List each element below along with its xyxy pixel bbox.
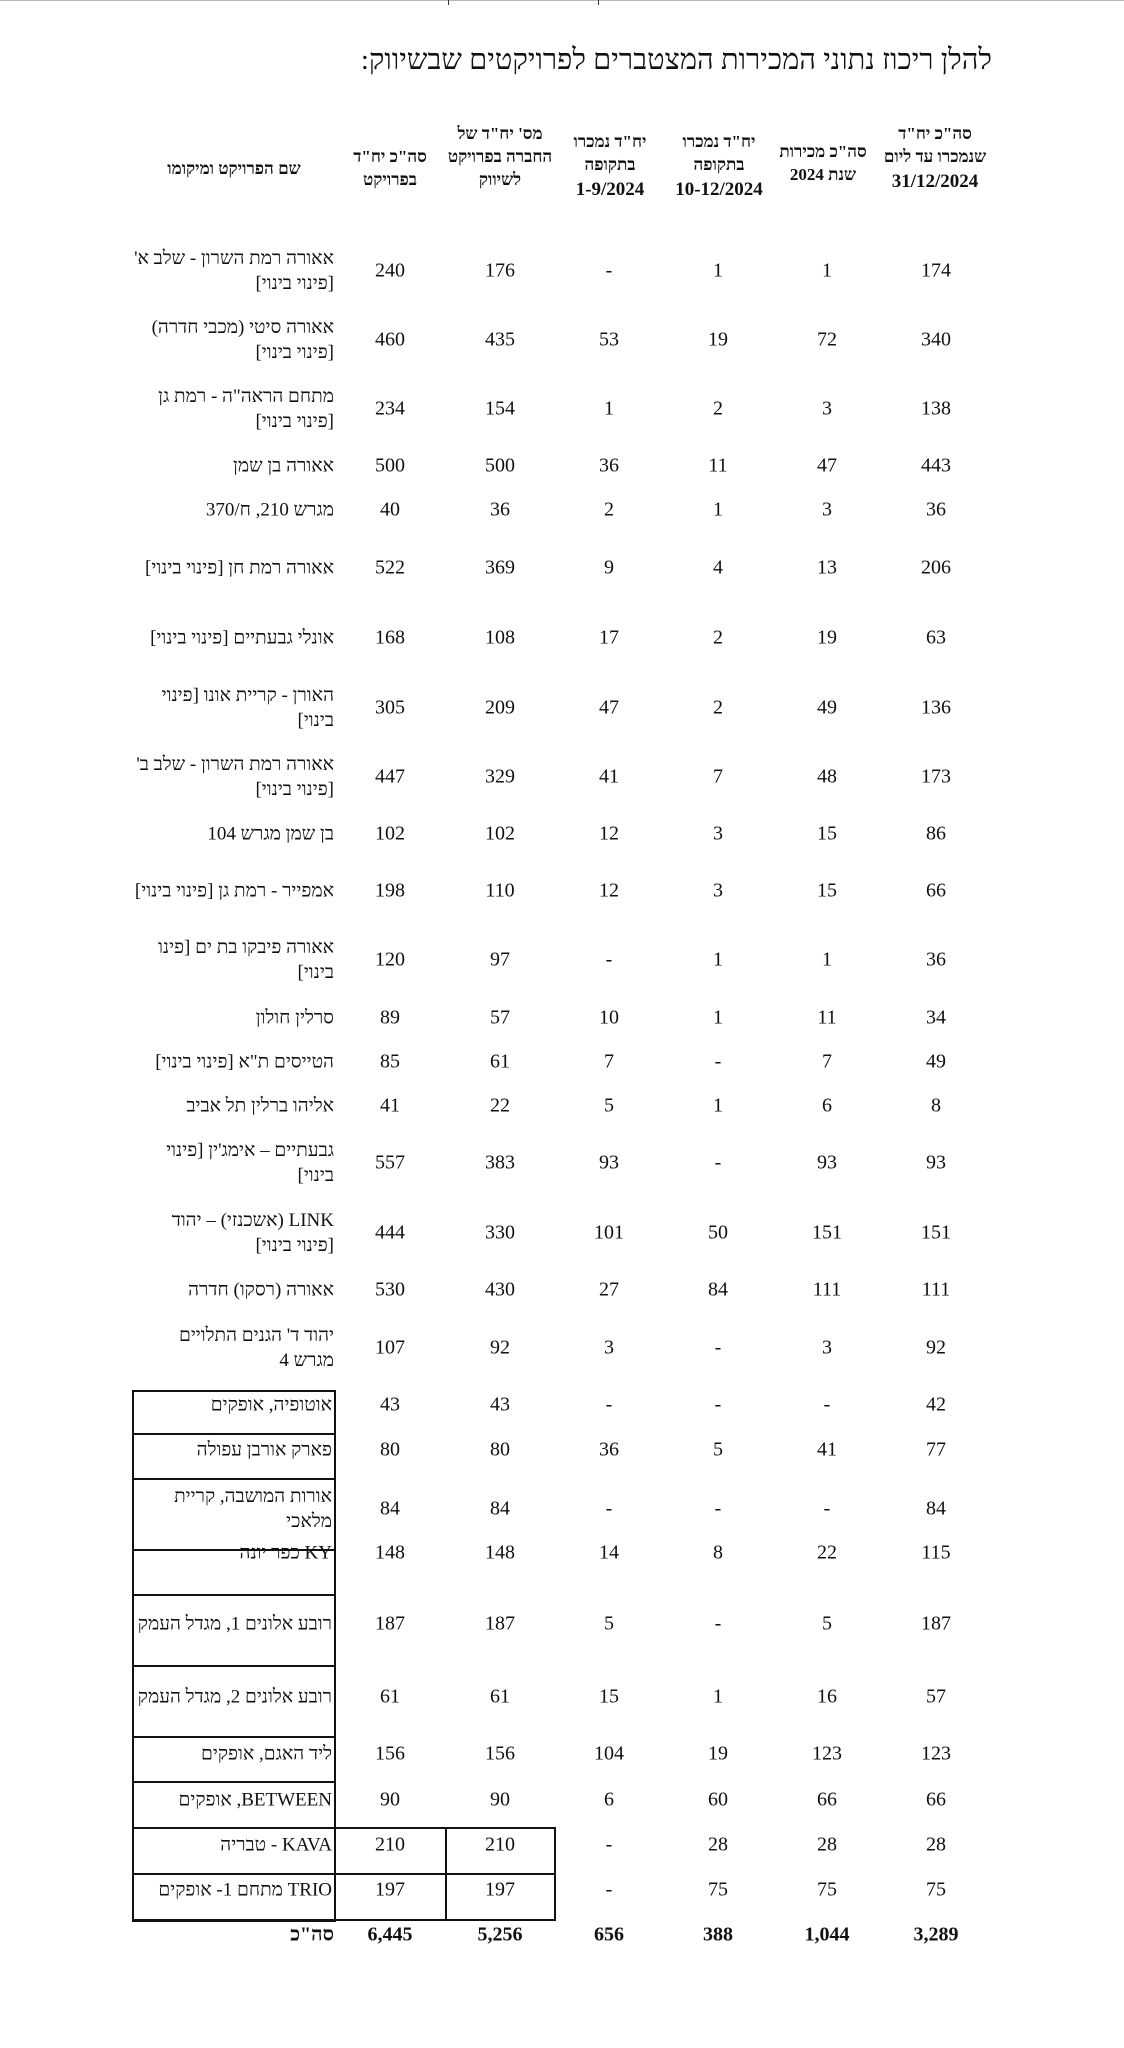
- sold-cumulative-cell: 57: [926, 1685, 946, 1708]
- header-sold-10-12-label: יח"ד נמכרו בתקופה: [682, 132, 756, 174]
- sold-cumulative-cell: 34: [926, 1006, 946, 1029]
- project-name: סרלין חולון: [255, 1007, 334, 1029]
- total-units-cell: 80: [380, 1438, 400, 1461]
- sold-2024-cell: 111: [812, 1278, 842, 1301]
- project-name: LINK (אשכנזי) – יהוד [פינוי בינוי]: [171, 1210, 334, 1256]
- sold-10-12-cell: 60: [708, 1788, 728, 1811]
- sold-cumulative-cell: 123: [921, 1742, 951, 1765]
- sold-2024-cell: 7: [822, 1050, 832, 1073]
- sold-1-9-cell: 3: [604, 1336, 614, 1359]
- sold-1-9-cell: 5: [604, 1612, 614, 1635]
- sold-cumulative-cell: 173: [921, 765, 951, 788]
- sold-2024-cell: 3: [822, 397, 832, 420]
- total-units-cell: 240: [375, 259, 405, 282]
- total-units-cell: 305: [375, 696, 405, 719]
- sold-2024-cell: 93: [817, 1151, 837, 1174]
- sold-10-12-cell: 28: [708, 1833, 728, 1856]
- project-name: אאורה סיטי (מכבי חדרה) [פינוי בינוי]: [151, 317, 334, 363]
- sold-2024-cell: -: [823, 1393, 831, 1416]
- sold-2024-cell: 3: [822, 1336, 832, 1359]
- company-units-cell: 210: [485, 1833, 515, 1856]
- sold-2024-cell: 47: [817, 454, 837, 477]
- sold-cumulative-cell: 86: [926, 822, 946, 845]
- header-sold-10-12-date: 10-12/2024: [675, 179, 763, 200]
- header-sold-2024: סה"כ מכירות שנת 2024: [779, 142, 867, 184]
- project-name: מגרש 210, ח/370: [205, 499, 334, 521]
- sold-2024-cell: 41: [817, 1438, 837, 1461]
- sold-10-12-cell: 19: [708, 1742, 728, 1765]
- sold-2024-cell: 15: [817, 822, 837, 845]
- row-divider: [132, 1781, 336, 1783]
- sold-1-9-cell: 14: [599, 1541, 619, 1564]
- page-title: להלן ריכוז נתוני המכירות המצטברים לפרויקטים שבשיווק:: [360, 44, 992, 76]
- project-name: בן שמן מגרש 104: [207, 823, 334, 845]
- sold-2024-cell: 75: [817, 1878, 837, 1901]
- sold-cumulative-cell: 187: [921, 1612, 951, 1635]
- header-project: שם הפרויקט ומיקומו: [167, 159, 301, 178]
- sold-10-12-cell: 4: [713, 556, 723, 579]
- total-total-units: 6,445: [367, 1923, 413, 1946]
- sold-cumulative-cell: 111: [921, 1278, 951, 1301]
- sold-cumulative-cell: 115: [921, 1541, 951, 1564]
- sold-2024-cell: 49: [817, 696, 837, 719]
- sold-1-9-cell: -: [605, 1393, 613, 1416]
- sold-2024-cell: 66: [817, 1788, 837, 1811]
- total-units-cell: 85: [380, 1050, 400, 1073]
- sold-10-12-cell: -: [714, 1612, 722, 1635]
- sold-2024-cell: 19: [817, 626, 837, 649]
- project-name: ליד האגם, אופקים: [201, 1743, 332, 1765]
- sold-1-9-cell: 17: [599, 626, 619, 649]
- sold-10-12-cell: 84: [708, 1278, 728, 1301]
- total-units-cell: 168: [375, 626, 405, 649]
- sold-cumulative-cell: 77: [926, 1438, 946, 1461]
- company-units-cell: 369: [485, 556, 515, 579]
- sold-cumulative-cell: 49: [926, 1050, 946, 1073]
- sold-1-9-cell: 101: [594, 1221, 624, 1244]
- total-units-cell: 530: [375, 1278, 405, 1301]
- sold-2024-cell: 5: [822, 1612, 832, 1635]
- sold-10-12-cell: 1: [713, 948, 723, 971]
- company-units-cell: 148: [485, 1541, 515, 1564]
- sold-10-12-cell: 8: [713, 1541, 723, 1564]
- sold-10-12-cell: 1: [713, 259, 723, 282]
- company-units-cell: 97: [490, 948, 510, 971]
- header-sold-1-9-date: 1-9/2024: [575, 179, 645, 200]
- company-units-cell: 209: [485, 696, 515, 719]
- sold-2024-cell: 1: [822, 259, 832, 282]
- sold-cumulative-cell: 36: [926, 498, 946, 521]
- company-units-cell: 187: [485, 1612, 515, 1635]
- sold-10-12-cell: -: [714, 1050, 722, 1073]
- sold-2024-cell: 48: [817, 765, 837, 788]
- header-sold-cumulative-date: 31/12/2024: [891, 171, 979, 192]
- project-name: אליהו ברלין תל אביב: [186, 1095, 334, 1117]
- sold-10-12-cell: 1: [713, 1094, 723, 1117]
- sold-2024-cell: 22: [817, 1541, 837, 1564]
- total-units-cell: 148: [375, 1541, 405, 1564]
- sold-cumulative-cell: 443: [921, 454, 951, 477]
- project-name: גבעתיים – אימג'ין [פינוי בינוי]: [166, 1140, 334, 1186]
- sold-cumulative-cell: 66: [926, 1788, 946, 1811]
- sold-10-12-cell: 50: [708, 1221, 728, 1244]
- row-divider: [132, 1736, 336, 1738]
- total-units-cell: 61: [380, 1685, 400, 1708]
- sold-cumulative-cell: 66: [926, 879, 946, 902]
- total-sold-1-9: 656: [594, 1923, 624, 1946]
- sold-cumulative-cell: 28: [926, 1833, 946, 1856]
- sold-10-12-cell: -: [714, 1151, 722, 1174]
- company-units-cell: 90: [490, 1788, 510, 1811]
- company-units-cell: 197: [485, 1878, 515, 1901]
- company-units-cell: 330: [485, 1221, 515, 1244]
- company-units-cell: 92: [490, 1336, 510, 1359]
- header-sold-cumulative-label: סה"כ יח"ד שנמכרו עד ליום: [883, 124, 987, 166]
- sold-cumulative-cell: 84: [926, 1497, 946, 1520]
- project-name: אאורה בן שמן: [233, 455, 334, 477]
- total-units-cell: 89: [380, 1006, 400, 1029]
- company-units-cell: 430: [485, 1278, 515, 1301]
- project-name: KAVA - טבריה: [220, 1834, 332, 1856]
- project-name: BETWEEN, אופקים: [178, 1789, 332, 1811]
- sold-1-9-cell: 41: [599, 765, 619, 788]
- sold-cumulative-cell: 8: [931, 1094, 941, 1117]
- sold-1-9-cell: -: [605, 1497, 613, 1520]
- total-units-cell: 444: [375, 1221, 405, 1244]
- project-name: אורות המושבה, קריית מלאכי: [174, 1486, 332, 1532]
- page-top-edge: [0, 0, 1124, 1]
- project-name: האורן - קריית אונו [פינוי בינוי]: [161, 685, 334, 731]
- row-divider: [132, 1827, 556, 1829]
- total-units-cell: 210: [375, 1833, 405, 1856]
- header-sold-1-9: [555, 130, 665, 201]
- company-units-cell: 500: [485, 454, 515, 477]
- sold-1-9-cell: 36: [599, 1438, 619, 1461]
- sold-1-9-cell: 12: [599, 822, 619, 845]
- company-units-cell: 435: [485, 328, 515, 351]
- sold-10-12-cell: -: [714, 1336, 722, 1359]
- total-units-cell: 500: [375, 454, 405, 477]
- sold-1-9-cell: 93: [599, 1151, 619, 1174]
- page-edge-tick: [598, 0, 599, 5]
- sold-1-9-cell: -: [605, 948, 613, 971]
- company-units-cell: 108: [485, 626, 515, 649]
- total-units-cell: 120: [375, 948, 405, 971]
- project-name: אאורה רמת השרון - שלב ב' [פינוי בינוי]: [136, 754, 334, 800]
- row-divider: [132, 1478, 336, 1480]
- sold-1-9-cell: 104: [594, 1742, 624, 1765]
- company-units-cell: 383: [485, 1151, 515, 1174]
- sold-10-12-cell: 3: [713, 822, 723, 845]
- total-sold-2024: 1,044: [804, 1923, 850, 1946]
- sold-1-9-cell: 7: [604, 1050, 614, 1073]
- company-units-cell: 61: [490, 1685, 510, 1708]
- sold-10-12-cell: 1: [713, 1006, 723, 1029]
- sold-10-12-cell: 7: [713, 765, 723, 788]
- sold-2024-cell: 3: [822, 498, 832, 521]
- row-divider: [132, 1873, 556, 1875]
- total-units-cell: 156: [375, 1742, 405, 1765]
- sold-2024-cell: 6: [822, 1094, 832, 1117]
- project-name: יהוד ד' הגנים התלויים מגרש 4: [178, 1325, 334, 1371]
- sold-10-12-cell: 1: [713, 498, 723, 521]
- sold-cumulative-cell: 75: [926, 1878, 946, 1901]
- sold-10-12-cell: -: [714, 1393, 722, 1416]
- total-units-cell: 102: [375, 822, 405, 845]
- sold-10-12-cell: -: [714, 1497, 722, 1520]
- sold-10-12-cell: 2: [713, 626, 723, 649]
- sold-2024-cell: 15: [817, 879, 837, 902]
- sold-10-12-cell: 19: [708, 328, 728, 351]
- project-name: TRIO מתחם 1- אופקים: [158, 1879, 332, 1901]
- sold-1-9-cell: -: [605, 1878, 613, 1901]
- sold-1-9-cell: 15: [599, 1685, 619, 1708]
- sold-10-12-cell: 11: [708, 454, 728, 477]
- project-name: רובע אלונים 1, מגדל העמק: [137, 1613, 332, 1635]
- page-edge-tick: [448, 0, 449, 5]
- sold-cumulative-cell: 340: [921, 328, 951, 351]
- sold-10-12-cell: 1: [713, 1685, 723, 1708]
- company-units-cell: 329: [485, 765, 515, 788]
- sold-1-9-cell: -: [605, 259, 613, 282]
- sold-cumulative-cell: 36: [926, 948, 946, 971]
- company-units-cell: 156: [485, 1742, 515, 1765]
- total-sold-cumulative: 3,289: [913, 1923, 959, 1946]
- total-units-cell: 234: [375, 397, 405, 420]
- column-divider: [445, 1827, 447, 1921]
- sold-2024-cell: 13: [817, 556, 837, 579]
- company-units-cell: 154: [485, 397, 515, 420]
- sold-cumulative-cell: 63: [926, 626, 946, 649]
- total-units-cell: 187: [375, 1612, 405, 1635]
- sold-cumulative-cell: 136: [921, 696, 951, 719]
- sold-2024-cell: 28: [817, 1833, 837, 1856]
- sold-2024-cell: 11: [817, 1006, 837, 1029]
- sold-10-12-cell: 3: [713, 879, 723, 902]
- sold-cumulative-cell: 206: [921, 556, 951, 579]
- company-units-cell: 84: [490, 1497, 510, 1520]
- total-units-cell: 522: [375, 556, 405, 579]
- total-units-cell: 460: [375, 328, 405, 351]
- header-sold-1-9-label: יח"ד נמכרו בתקופה: [573, 132, 647, 174]
- total-units-cell: 107: [375, 1336, 405, 1359]
- project-name: רובע אלונים 2, מגדל העמק: [137, 1686, 332, 1708]
- row-divider: [132, 1433, 336, 1435]
- project-name: אאורה רמת חן [פינוי בינוי]: [145, 557, 334, 579]
- company-units-cell: 61: [490, 1050, 510, 1073]
- row-divider: [132, 1665, 336, 1667]
- sold-1-9-cell: 47: [599, 696, 619, 719]
- project-name: הטייסים ת"א [פינוי בינוי]: [155, 1051, 334, 1073]
- sold-1-9-cell: 27: [599, 1278, 619, 1301]
- sold-cumulative-cell: 93: [926, 1151, 946, 1174]
- header-total-units: סה"כ יח"ד בפרויקט: [353, 147, 427, 189]
- sold-10-12-cell: 5: [713, 1438, 723, 1461]
- sold-1-9-cell: 1: [604, 397, 614, 420]
- row-divider: [132, 1594, 336, 1596]
- row-divider: [132, 1919, 556, 1921]
- sold-1-9-cell: 12: [599, 879, 619, 902]
- company-units-cell: 43: [490, 1393, 510, 1416]
- sold-10-12-cell: 2: [713, 397, 723, 420]
- project-name: אמפייר - רמת גן [פינוי בינוי]: [134, 880, 334, 902]
- sold-cumulative-cell: 151: [921, 1221, 951, 1244]
- sold-cumulative-cell: 174: [921, 259, 951, 282]
- total-company-units: 5,256: [477, 1923, 523, 1946]
- sold-2024-cell: 123: [812, 1742, 842, 1765]
- company-units-cell: 176: [485, 259, 515, 282]
- sold-cumulative-cell: 138: [921, 397, 951, 420]
- sold-2024-cell: 151: [812, 1221, 842, 1244]
- sold-10-12-cell: 2: [713, 696, 723, 719]
- company-units-cell: 22: [490, 1094, 510, 1117]
- sold-1-9-cell: 5: [604, 1094, 614, 1117]
- sold-10-12-cell: 75: [708, 1878, 728, 1901]
- total-units-cell: 198: [375, 879, 405, 902]
- company-units-cell: 36: [490, 498, 510, 521]
- total-label: סה"כ: [290, 1923, 334, 1946]
- sold-1-9-cell: 2: [604, 498, 614, 521]
- project-name: אאורה (רסקו) חדרה: [188, 1279, 334, 1301]
- sold-2024-cell: -: [823, 1497, 831, 1520]
- company-units-cell: 102: [485, 822, 515, 845]
- column-divider: [554, 1827, 556, 1921]
- total-units-cell: 43: [380, 1393, 400, 1416]
- total-units-cell: 90: [380, 1788, 400, 1811]
- project-name: פארק אורבן עפולה: [196, 1439, 332, 1461]
- total-units-cell: 84: [380, 1497, 400, 1520]
- project-name: מתחם הראה"ה - רמת גן [פינוי בינוי]: [158, 386, 334, 432]
- sold-1-9-cell: 6: [604, 1788, 614, 1811]
- sold-2024-cell: 1: [822, 948, 832, 971]
- project-name: אונלי גבעתיים [פינוי בינוי]: [150, 627, 334, 649]
- sold-2024-cell: 72: [817, 328, 837, 351]
- header-company-units: מס' יח"ד של החברה בפרויקט לשיווק: [447, 124, 553, 189]
- company-units-cell: 80: [490, 1438, 510, 1461]
- sold-1-9-cell: 36: [599, 454, 619, 477]
- sold-1-9-cell: 9: [604, 556, 614, 579]
- project-name: KY כפר יונה: [239, 1542, 332, 1564]
- total-units-cell: 41: [380, 1094, 400, 1117]
- project-name: אאורה פיבקו בת ים [פינו בינוי]: [158, 937, 334, 983]
- total-units-cell: 447: [375, 765, 405, 788]
- sold-cumulative-cell: 92: [926, 1336, 946, 1359]
- total-units-cell: 557: [375, 1151, 405, 1174]
- sold-cumulative-cell: 42: [926, 1393, 946, 1416]
- sold-1-9-cell: 53: [599, 328, 619, 351]
- total-units-cell: 197: [375, 1878, 405, 1901]
- total-sold-10-12: 388: [703, 1923, 733, 1946]
- sold-2024-cell: 16: [817, 1685, 837, 1708]
- sold-1-9-cell: -: [605, 1833, 613, 1856]
- project-name: אוטופיה, אופקים: [210, 1394, 332, 1416]
- header-sold-10-12: [664, 130, 774, 201]
- project-name: אאורה רמת השרון - שלב א' [פינוי בינוי]: [134, 248, 334, 294]
- company-units-cell: 110: [485, 879, 515, 902]
- company-units-cell: 57: [490, 1006, 510, 1029]
- total-units-cell: 40: [380, 498, 400, 521]
- sold-1-9-cell: 10: [599, 1006, 619, 1029]
- header-sold-cumulative: [876, 122, 994, 193]
